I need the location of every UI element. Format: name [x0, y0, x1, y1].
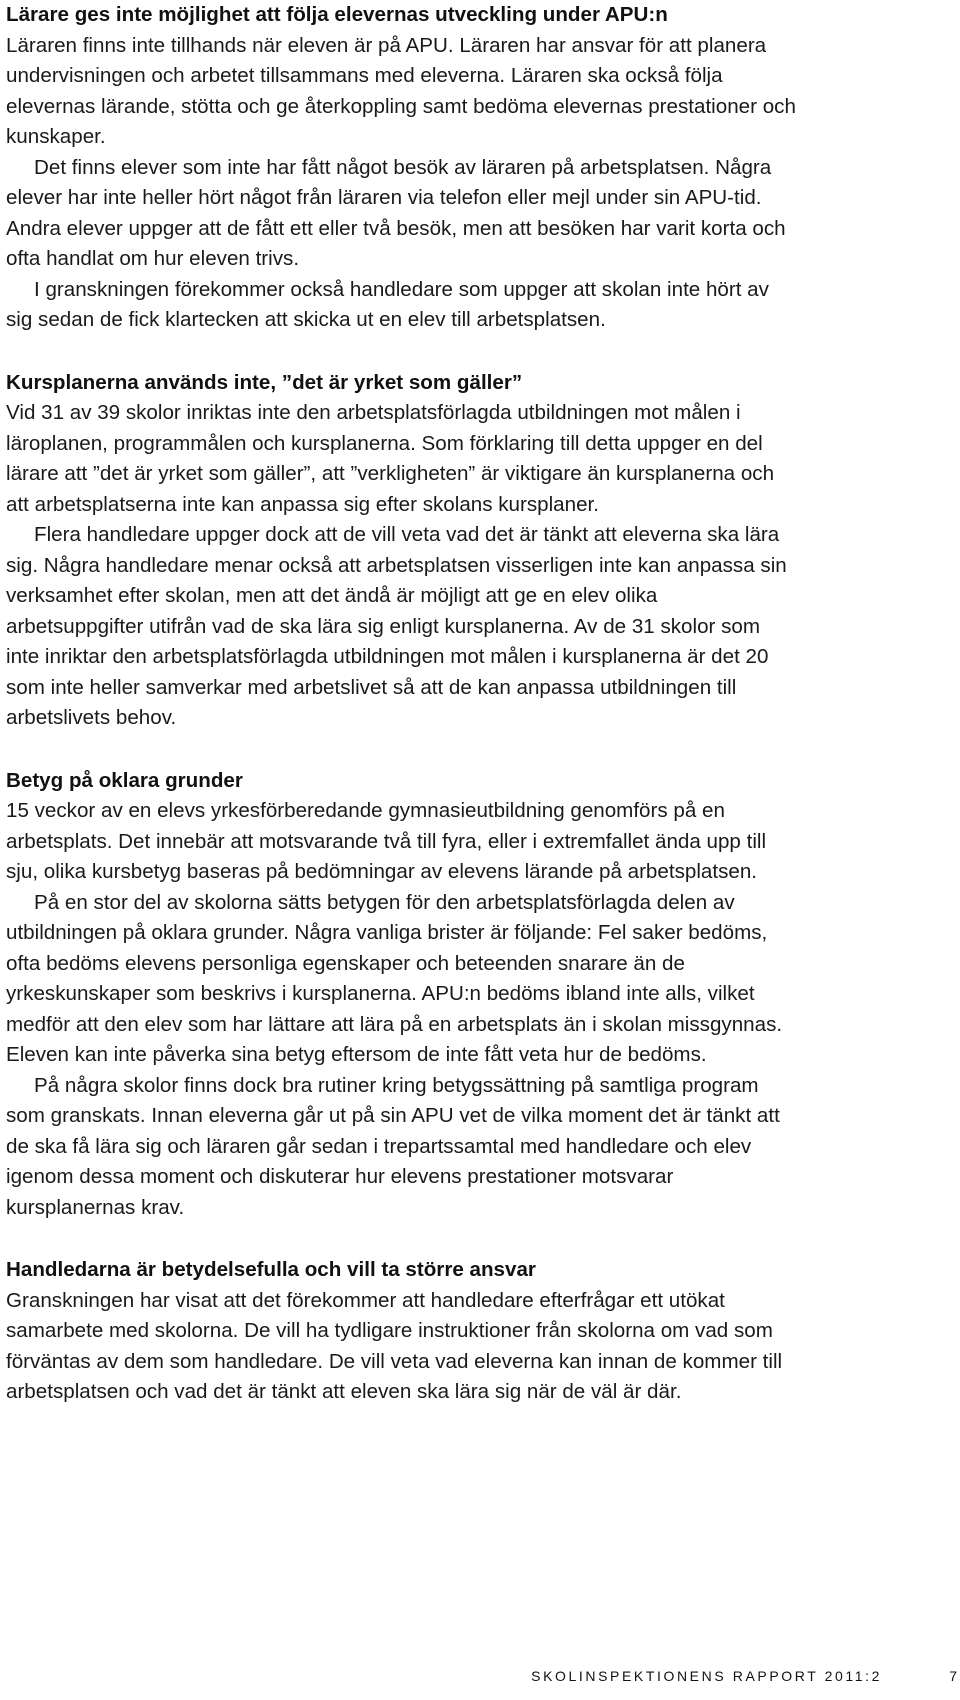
- page-number: 7: [949, 1668, 957, 1684]
- paragraph: 15 veckor av en elevs yrkesförberedande gymnasieutbildning genomförs på en arbetsplats. Det innebär att motsvarande två till fyra, eller i extremfallet ända upp till sju, olika kursbetyg baseras på bedömningar av elevens lärande på arbetsplatsen.: [6, 799, 767, 883]
- paragraph: I granskningen förekommer också handledare som uppger att skolan inte hört av sig sedan de fick klartecken att skicka ut en elev till arbetsplatsen.: [6, 277, 769, 331]
- section-heading: Kursplanerna används inte, ”det är yrket som gäller”: [6, 370, 523, 394]
- section-grades-unclear: [6, 766, 798, 1224]
- section-heading: Lärare ges inte möjlighet att följa elevernas utveckling under APU:n: [6, 3, 668, 26]
- document-page: [6, 0, 798, 1408]
- report-title: SKOLINSPEKTIONENS RAPPORT 2011:2: [531, 1668, 882, 1684]
- paragraph: Det finns elever som inte har fått något besök av läraren på arbetsplatsen. Några elever har inte heller hört något från läraren via telefon eller mejl under sin APU-tid. Andra elever uppger att de fått ett eller två besök, men att besöken har varit korta och ofta handlat om hur eleven trivs.: [6, 155, 786, 270]
- paragraph: På en stor del av skolorna sätts betygen för den arbetsplatsförlagda delen av utbildningen på oklara grunder. Några vanliga brister är följande: Fel saker bedöms, ofta bedöms elevens personliga egenskaper och beteenden snarare än de yrkeskunskaper som beskrivs i kursplanerna. APU:n bedöms ibland inte alls, vilket medför att den elev som har lättare att lära på en arbetsplats än i skolan missgynnas. Eleven kan inte påverka sina betyg eftersom de inte fått veta hur de bedöms.: [6, 890, 783, 1066]
- section-supervisors: [6, 1255, 798, 1408]
- paragraph: Vid 31 av 39 skolor inriktas inte den arbetsplatsförlagda utbildningen mot målen i läroplanen, programmålen och kursplanerna. Som förklaring till detta uppger en del lärare att ”det är yrket som gäller”, att ”verkligheten” är viktigare än kursplanerna och att arbetsplatserna inte kan anpassa sig efter skolans kursplaner.: [6, 401, 775, 516]
- paragraph: Granskningen har visat att det förekommer att handledare efterfrågar ett utökat samarbete med skolorna. De vill ha tydligare instruktioner från skolorna om vad som förväntas av dem som handledare. De vill veta vad eleverna kan innan de kommer till arbetsplatsen och vad det är tänkt att eleven ska lära sig när de väl är där.: [6, 1288, 783, 1403]
- page-footer: [0, 1668, 960, 1692]
- paragraph: Läraren finns inte tillhands när eleven är på APU. Läraren har ansvar för att planera undervisningen och arbetet tillsammans med eleverna. Läraren ska också följa elevernas lärande, stötta och ge återkoppling samt bedöma elevernas prestationer och kunskaper.: [6, 33, 796, 148]
- section-heading: Handledarna är betydelsefulla och vill ta större ansvar: [6, 1258, 536, 1281]
- section-curricula-unused: [6, 368, 798, 734]
- paragraph: På några skolor finns dock bra rutiner kring betygssättning på samtliga program som granskats. Innan eleverna går ut på sin APU vet de vilka moment det är tänkt att de ska få lära sig och läraren går sedan i trepartssamtal med handledare och elev igenom dessa moment och diskuterar hur elevens prestationer motsvarar kursplanernas krav.: [6, 1073, 780, 1219]
- section-teacher-followup: [6, 0, 798, 336]
- section-heading: Betyg på oklara grunder: [6, 768, 243, 792]
- paragraph: Flera handledare uppger dock att de vill veta vad det är tänkt att eleverna ska lära sig. Några handledare menar också att arbetsplatsen visserligen inte kan anpassa sin verksamhet efter skolan, men att det ändå är möjligt att ge en elev olika arbetsuppgifter utifrån vad de ska lära sig enligt kursplanerna. Av de 31 skolor som inte inriktar den arbetsplatsförlagda utbildningen mot målen i kursplanerna är det 20 som inte heller samverkar med arbetslivet så att de kan anpassa utbildningen till arbetslivets behov.: [6, 523, 787, 729]
